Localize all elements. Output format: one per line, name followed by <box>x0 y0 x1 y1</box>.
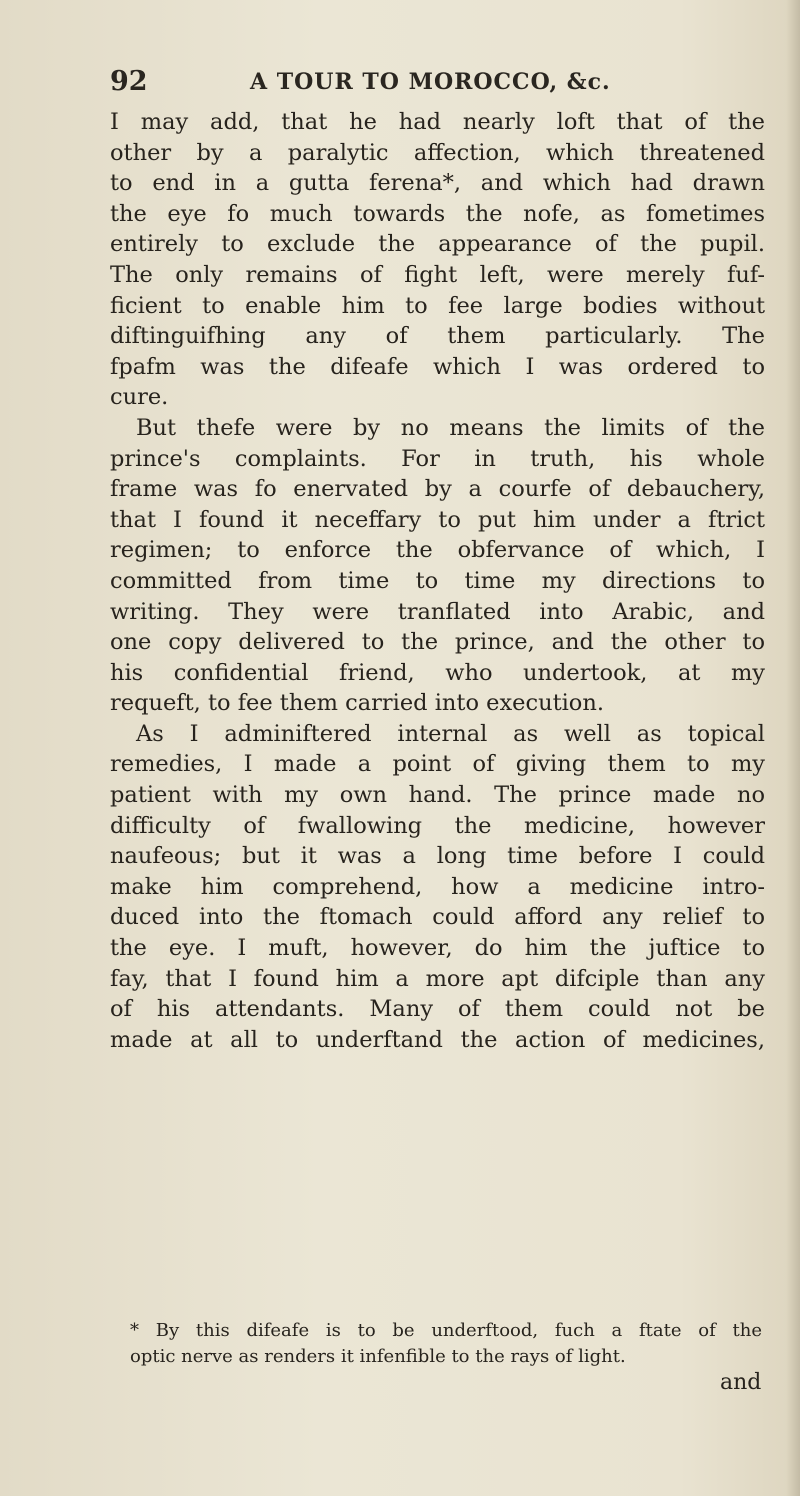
text-line: frame was fo enervated by a courfe of debauchery, <box>110 476 765 503</box>
footnote-line: optic nerve as renders it infenfible to the rays of light. <box>130 1346 626 1367</box>
text-line: fpafm was the difeafe which I was ordered to <box>110 353 765 380</box>
text-line: prince's complaints. For in truth, his whole <box>110 445 765 472</box>
text-line: cure. <box>110 384 169 411</box>
text-line: his confidential friend, who undertook, at my <box>110 659 765 686</box>
text-line: the eye fo much towards the nofe, as fometimes <box>110 200 765 227</box>
text-line: duced into the ftomach could afford any relief to <box>110 904 765 931</box>
text-line: ficient to enable him to fee large bodies without <box>110 292 765 319</box>
page-number: 92 <box>110 66 148 97</box>
page-edge-shadow <box>786 0 800 1496</box>
running-head <box>110 66 690 106</box>
text-line: to end in a gutta ferena*, and which had drawn <box>110 170 765 197</box>
text-line: patient with my own hand. The prince made no <box>110 782 765 809</box>
text-line: As I adminiftered internal as well as topical <box>136 720 765 747</box>
text-line: entirely to exclude the appearance of the pupil. <box>110 231 765 258</box>
text-line: I may add, that he had nearly loft that of the <box>110 109 765 135</box>
text-line: that I found it neceffary to put him under a ftrict <box>110 506 765 533</box>
text-line: made at all to underftand the action of medicines, <box>110 1026 765 1053</box>
text-line: difficulty of fwallowing the medicine, however <box>110 812 765 839</box>
text-line: committed from time to time my directions to <box>110 567 765 594</box>
text-line: of his attendants. Many of them could not be <box>110 996 765 1023</box>
body-text <box>110 107 765 1055</box>
text-line: diftinguifhing any of them particularly. The <box>110 323 765 350</box>
text-line: one copy delivered to the prince, and the other to <box>110 629 765 656</box>
text-line: other by a paralytic affection, which threatened <box>110 139 765 166</box>
text-line: But thefe were by no means the limits of the <box>136 414 765 441</box>
catchword: and <box>720 1370 762 1395</box>
text-line: the eye. I muft, however, do him the juftice to <box>110 935 765 962</box>
running-title: A TOUR TO MOROCCO, &c. <box>250 69 611 95</box>
text-line: fay, that I found him a more apt difciple than any <box>110 965 765 992</box>
text-line: remedies, I made a point of giving them to my <box>110 751 765 778</box>
footnote-line: * By this difeafe is to be underftood, fuch a ftate of the <box>130 1320 762 1341</box>
text-line: naufeous; but it was a long time before I could <box>110 843 765 870</box>
text-line: requeft, to fee them carried into execution. <box>110 690 605 717</box>
text-line: regimen; to enforce the obfervance of which, I <box>110 537 765 564</box>
footnote <box>130 1318 762 1370</box>
text-line: The only remains of fight left, were merely fuf- <box>110 261 765 288</box>
text-line: make him comprehend, how a medicine intro- <box>110 873 765 900</box>
text-line: writing. They were tranflated into Arabic, and <box>110 598 765 625</box>
